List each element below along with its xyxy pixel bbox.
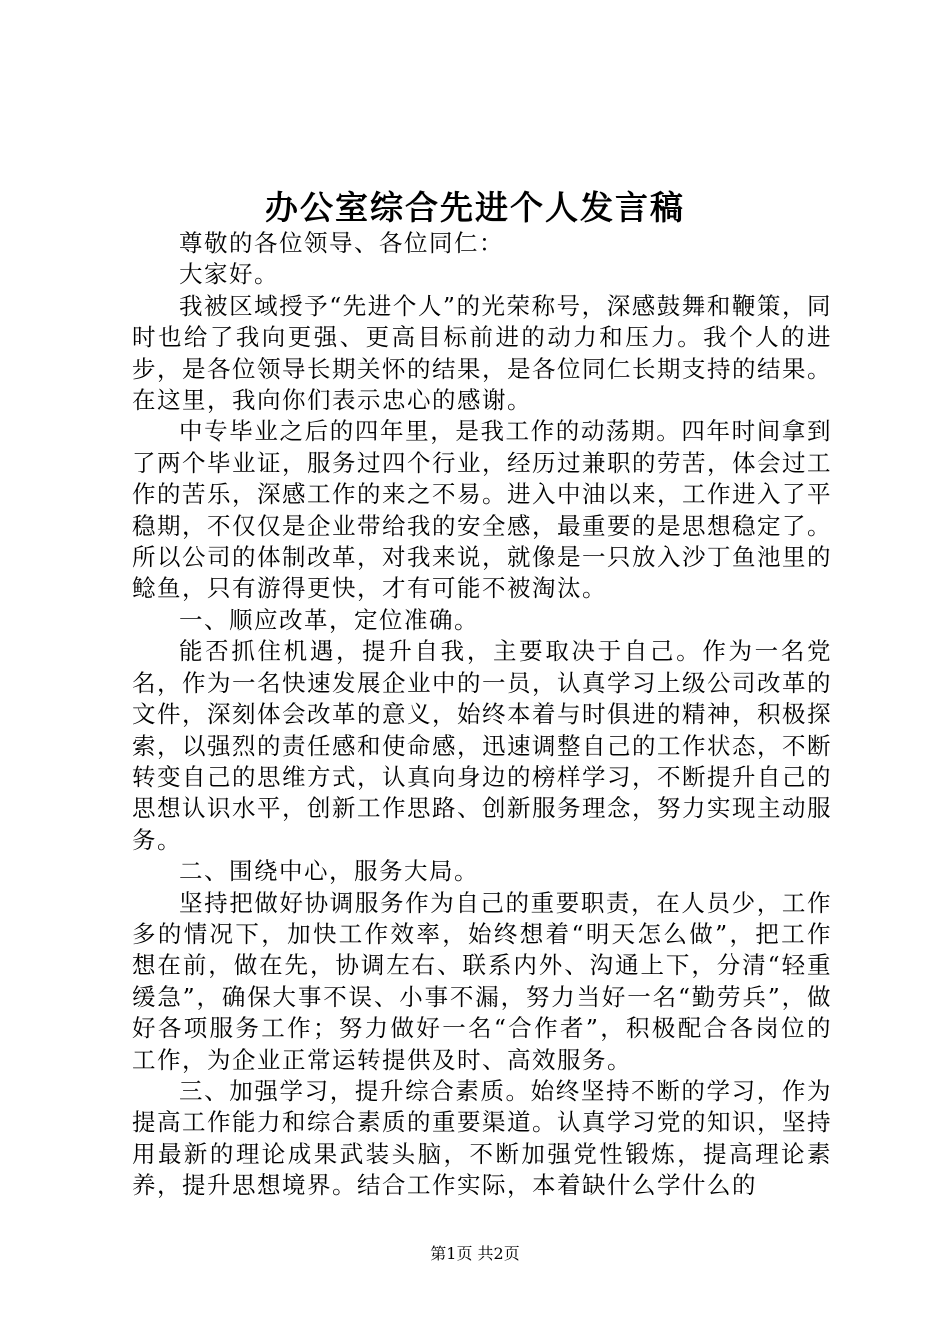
- paragraph-greeting: 大家好。: [179, 260, 279, 289]
- paragraph-background: 中专毕业之后的四年里，是我工作的动荡期。四年时间拿到了两个毕业证，服务过四个行业，经历过兼职的劳苦，体会过工作的苦乐，深感工作的来之不易。进入中油以来，工作进入了平稳期，不仅仅是企业带给我的安全感，最重要的是思想稳定了。所以公司的体制改革，对我来说，就像是一只放入沙丁鱼池里的鲶鱼，只有游得更快，才有可能不被淘汰。: [132, 417, 832, 603]
- page-footer: 第1页 共2页: [430, 1244, 520, 1263]
- paragraph-salutation: 尊敬的各位领导、各位同仁：: [179, 229, 504, 257]
- section-heading-1: 一、顺应改革，定位准确。: [179, 605, 479, 634]
- document-body: [132, 228, 832, 1202]
- paragraph-section-3: 三、加强学习，提升综合素质。始终坚持不断的学习，作为提高工作能力和综合素质的重要渠道。认真学习党的知识，坚持用最新的理论成果武装头脑，不断加强党性锻炼，提高理论素养，提升思想境界。结合工作实际，本着缺什么学什么的: [132, 1076, 832, 1200]
- paragraph-section-2: 坚持把做好协调服务作为自己的重要职责，在人员少，工作多的情况下，加快工作效率，始终想着“明天怎么做”，把工作想在前，做在先，协调左右、联系内外、沟通上下，分清“轻重缓急”，确保大事不误、小事不漏，努力当好一名“勤劳兵”，做好各项服务工作；努力做好一名“合作者”，积极配合各岗位的工作，为企业正常运转提供及时、高效服务。: [132, 888, 832, 1074]
- section-heading-2: 二、围绕中心，服务大局。: [179, 857, 479, 886]
- document-title: 办公室综合先进个人发言稿: [265, 188, 685, 227]
- paragraph-section-1: 能否抓住机遇，提升自我，主要取决于自己。作为一名党名，作为一名快速发展企业中的一员，认真学习上级公司改革的文件，深刻体会改革的意义，始终本着与时俱进的精神，积极探索，以强烈的责任感和使命感，迅速调整自己的工作状态，不断转变自己的思维方式，认真向身边的榜样学习，不断提升自己的思想认识水平，创新工作思路、创新服务理念，努力实现主动服务。: [132, 637, 832, 854]
- paragraph-honor: 我被区域授予“先进个人”的光荣称号，深感鼓舞和鞭策，同时也给了我向更强、更高目标前进的动力和压力。我个人的进步，是各位领导长期关怀的结果，是各位同仁长期支持的结果。在这里，我向你们表示忠心的感谢。: [132, 291, 832, 415]
